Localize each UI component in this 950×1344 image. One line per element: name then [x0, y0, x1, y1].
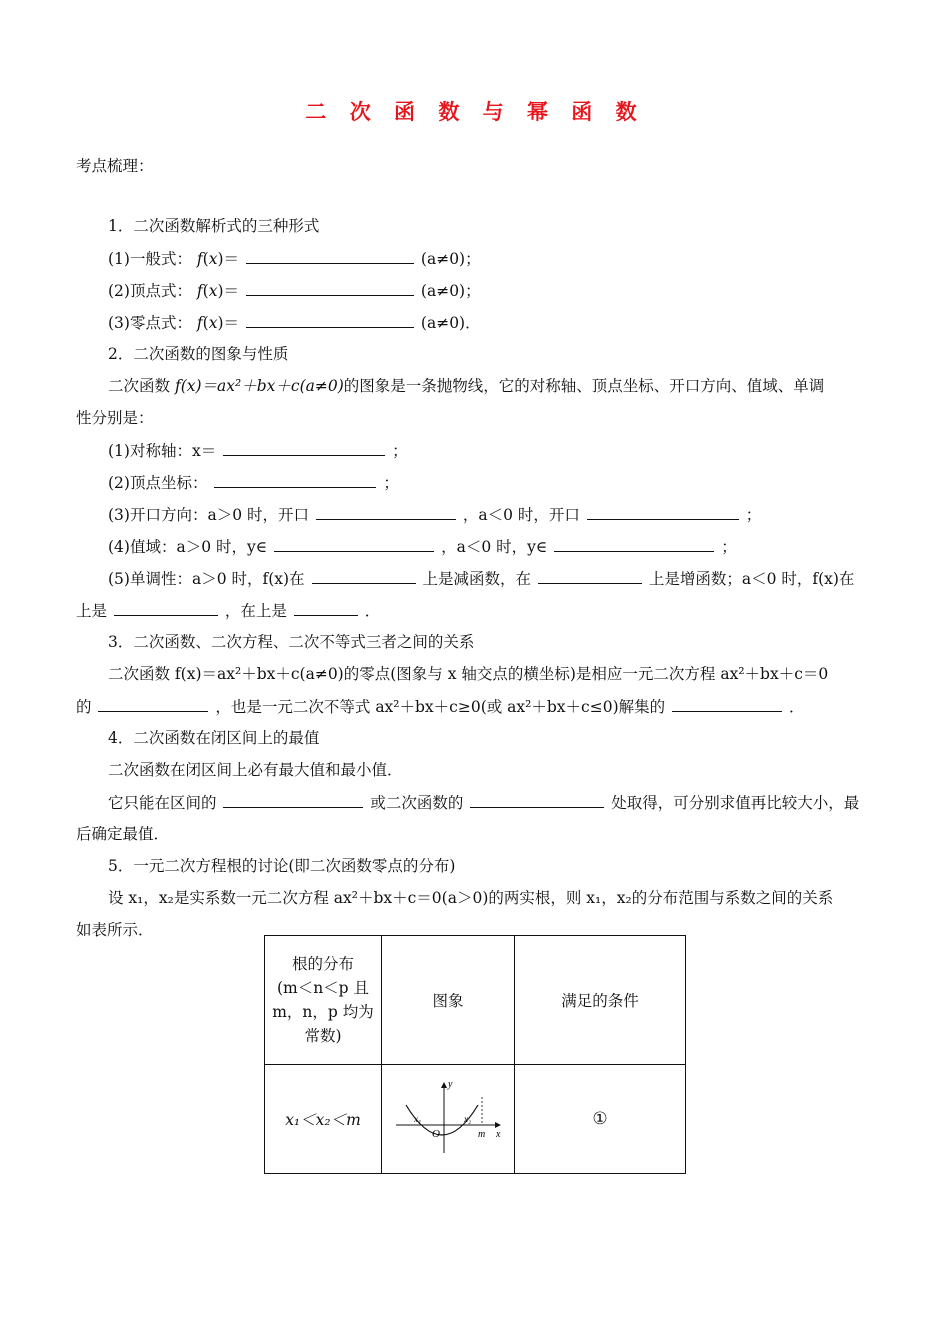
y-label: y: [448, 1079, 453, 1090]
opening-line: [108, 504, 761, 525]
page-title: 二 次 函 数 与 幂 函 数: [305, 100, 645, 124]
range-a: (4)值域：a＞0 时，y∈: [108, 538, 268, 556]
axis-blank[interactable]: [223, 440, 385, 456]
p3-line-2-b: ，也是一元二次不等式 ax²＋bx＋c≥0(或 ax²＋bx＋c≤0)解集的: [215, 698, 666, 716]
monotonic-line: [108, 568, 854, 589]
p2-intro-line: [108, 376, 824, 396]
origin-label: O: [432, 1128, 440, 1140]
vertex-form-line: (2)顶点式： f(x)＝ (a≠0)；: [108, 282, 481, 300]
distribution-text: x₁＜x₂＜m: [285, 1111, 361, 1129]
p3-line-2-end: ．: [789, 698, 805, 716]
monotonic-blank-1[interactable]: [312, 568, 416, 584]
range-line: [108, 536, 737, 557]
vertex-coord-blank[interactable]: [214, 472, 376, 488]
vertex-coord-end: ；: [383, 474, 399, 492]
x2-label: x₂: [464, 1114, 472, 1124]
vertex-form-blank[interactable]: [246, 280, 414, 296]
monotonic-blank-3[interactable]: [114, 600, 218, 616]
p2-intro-c: 性分别是：: [76, 409, 154, 427]
range-blank-1[interactable]: [274, 536, 434, 552]
p3-blank-1[interactable]: [98, 696, 208, 712]
p2-intro-b: 的图象是一条抛物线，它的对称轴、顶点坐标、开口方向、值域、单调: [343, 377, 825, 395]
axis-label: (1)对称轴：x＝: [108, 442, 217, 460]
axis-end: ；: [392, 442, 408, 460]
equals-sign: ＝: [223, 314, 240, 332]
general-form-label: (1)一般式：: [108, 250, 192, 268]
x-symbol: x: [208, 282, 218, 300]
range-end: ；: [721, 538, 737, 556]
vertex-coord-line: [108, 472, 399, 493]
monotonic-blank-4[interactable]: [294, 600, 358, 616]
zero-form-blank[interactable]: [246, 312, 414, 328]
vertex-form-label: (2)顶点式：: [108, 282, 192, 300]
header-dist-line-3: m，n，p 均为: [272, 1003, 374, 1021]
opening-blank-2[interactable]: [587, 504, 739, 520]
heading-3: 3．二次函数、二次方程、二次不等式三者之间的关系: [108, 633, 475, 651]
p4-line-2: [108, 792, 859, 813]
header-condition: 满足的条件: [515, 936, 686, 1065]
p4-blank-1[interactable]: [223, 792, 363, 808]
p3-blank-2[interactable]: [672, 696, 782, 712]
p5-line-2: 如表所示．: [76, 921, 154, 939]
p3-line-2-a: 的: [76, 698, 92, 716]
monotonic-end: ．: [364, 602, 381, 620]
monotonic-a: (5)单调性：a＞0 时，f(x)在: [108, 570, 305, 588]
zero-form-line: (3)零点式： f(x)＝ (a≠0)．: [108, 314, 481, 332]
section-label: 考点梳理：: [76, 157, 154, 175]
p4-line-1: 二次函数在闭区间上必有最大值和最小值．: [108, 761, 403, 779]
heading-4: 4．二次函数在闭区间上的最值: [108, 729, 320, 747]
monotonic-c: 上是增函数；a＜0 时，f(x)在: [648, 570, 855, 588]
axis-line: [108, 440, 408, 461]
f-symbol: f: [196, 314, 203, 332]
condition-marker: ①: [592, 1109, 608, 1129]
general-form-line: (1)一般式： f(x)＝ (a≠0)；: [108, 250, 481, 268]
p4-line-2-a: 它只能在区间的: [108, 794, 217, 812]
heading-1: 1．二次函数解析式的三种形式: [108, 217, 320, 235]
zero-form-label: (3)零点式：: [108, 314, 192, 332]
header-dist-line-2: (m＜n＜p 且: [276, 979, 370, 997]
opening-b: ，a＜0 时，开口: [462, 506, 580, 524]
general-form-cond: (a≠0)；: [420, 250, 481, 268]
header-graph: 图象: [382, 936, 515, 1065]
p4-blank-2[interactable]: [470, 792, 604, 808]
header-distribution: [265, 936, 382, 1065]
range-blank-2[interactable]: [554, 536, 714, 552]
x-symbol: x: [208, 250, 218, 268]
heading-5: 5．一元二次方程根的讨论(即二次函数零点的分布): [108, 857, 456, 875]
vertex-form-cond: (a≠0)；: [420, 282, 481, 300]
p4-line-2-b: 或二次函数的: [370, 794, 464, 812]
equals-sign: ＝: [223, 282, 240, 300]
range-b: ，a＜0 时，y∈: [441, 538, 548, 556]
cell-distribution: [265, 1065, 382, 1174]
p5-line-1: 设 x₁，x₂是实系数一元二次方程 ax²＋bx＋c＝0(a＞0)的两实根，则 x₁，x₂的分布范围与系数之间的关系: [108, 889, 834, 907]
general-form-blank[interactable]: [246, 248, 414, 264]
x-symbol: x: [208, 314, 218, 332]
opening-a: (3)开口方向：a＞0 时，开口: [108, 506, 309, 524]
cell-condition: [515, 1065, 686, 1174]
quadratic-expression: f(x)＝ax²＋bx＋c(a≠0): [174, 377, 344, 395]
x1-label: x₁: [414, 1114, 422, 1124]
parabola-graph: [388, 1077, 508, 1157]
zero-form-cond: (a≠0)．: [420, 314, 481, 332]
table-row: [265, 1065, 686, 1174]
x-label: x: [496, 1129, 501, 1140]
monotonic-blank-2[interactable]: [538, 568, 642, 584]
header-dist-line-4: 常数): [304, 1027, 342, 1045]
cell-graph: [382, 1065, 515, 1174]
opening-blank-1[interactable]: [316, 504, 456, 520]
heading-2: 2．二次函数的图象与性质: [108, 345, 289, 363]
vertex-coord-label: (2)顶点坐标：: [108, 474, 208, 492]
monotonic-e: ，在上是: [224, 602, 287, 620]
monotonic-d: 上是: [76, 602, 108, 620]
monotonic-line-2: [76, 600, 380, 621]
table-header-row: [265, 936, 686, 1065]
p4-line-2-c: 处取得，可分别求值再比较大小，最: [611, 794, 860, 812]
root-distribution-table: [264, 935, 686, 1174]
monotonic-b: 上是减函数，在: [422, 570, 531, 588]
m-label: m: [478, 1129, 486, 1140]
f-symbol: f: [196, 282, 203, 300]
equals-sign: ＝: [223, 250, 240, 268]
header-dist-line-1: 根的分布: [291, 955, 354, 973]
p2-intro-a: 二次函数: [108, 377, 171, 395]
p3-line-2: [76, 696, 805, 717]
f-symbol: f: [196, 250, 203, 268]
opening-end: ；: [745, 506, 762, 524]
p4-line-3: 后确定最值．: [76, 825, 170, 843]
p3-line-1: 二次函数 f(x)＝ax²＋bx＋c(a≠0)的零点(图象与 x 轴交点的横坐标)是相应一元二次方程 ax²＋bx＋c＝0: [108, 665, 829, 683]
